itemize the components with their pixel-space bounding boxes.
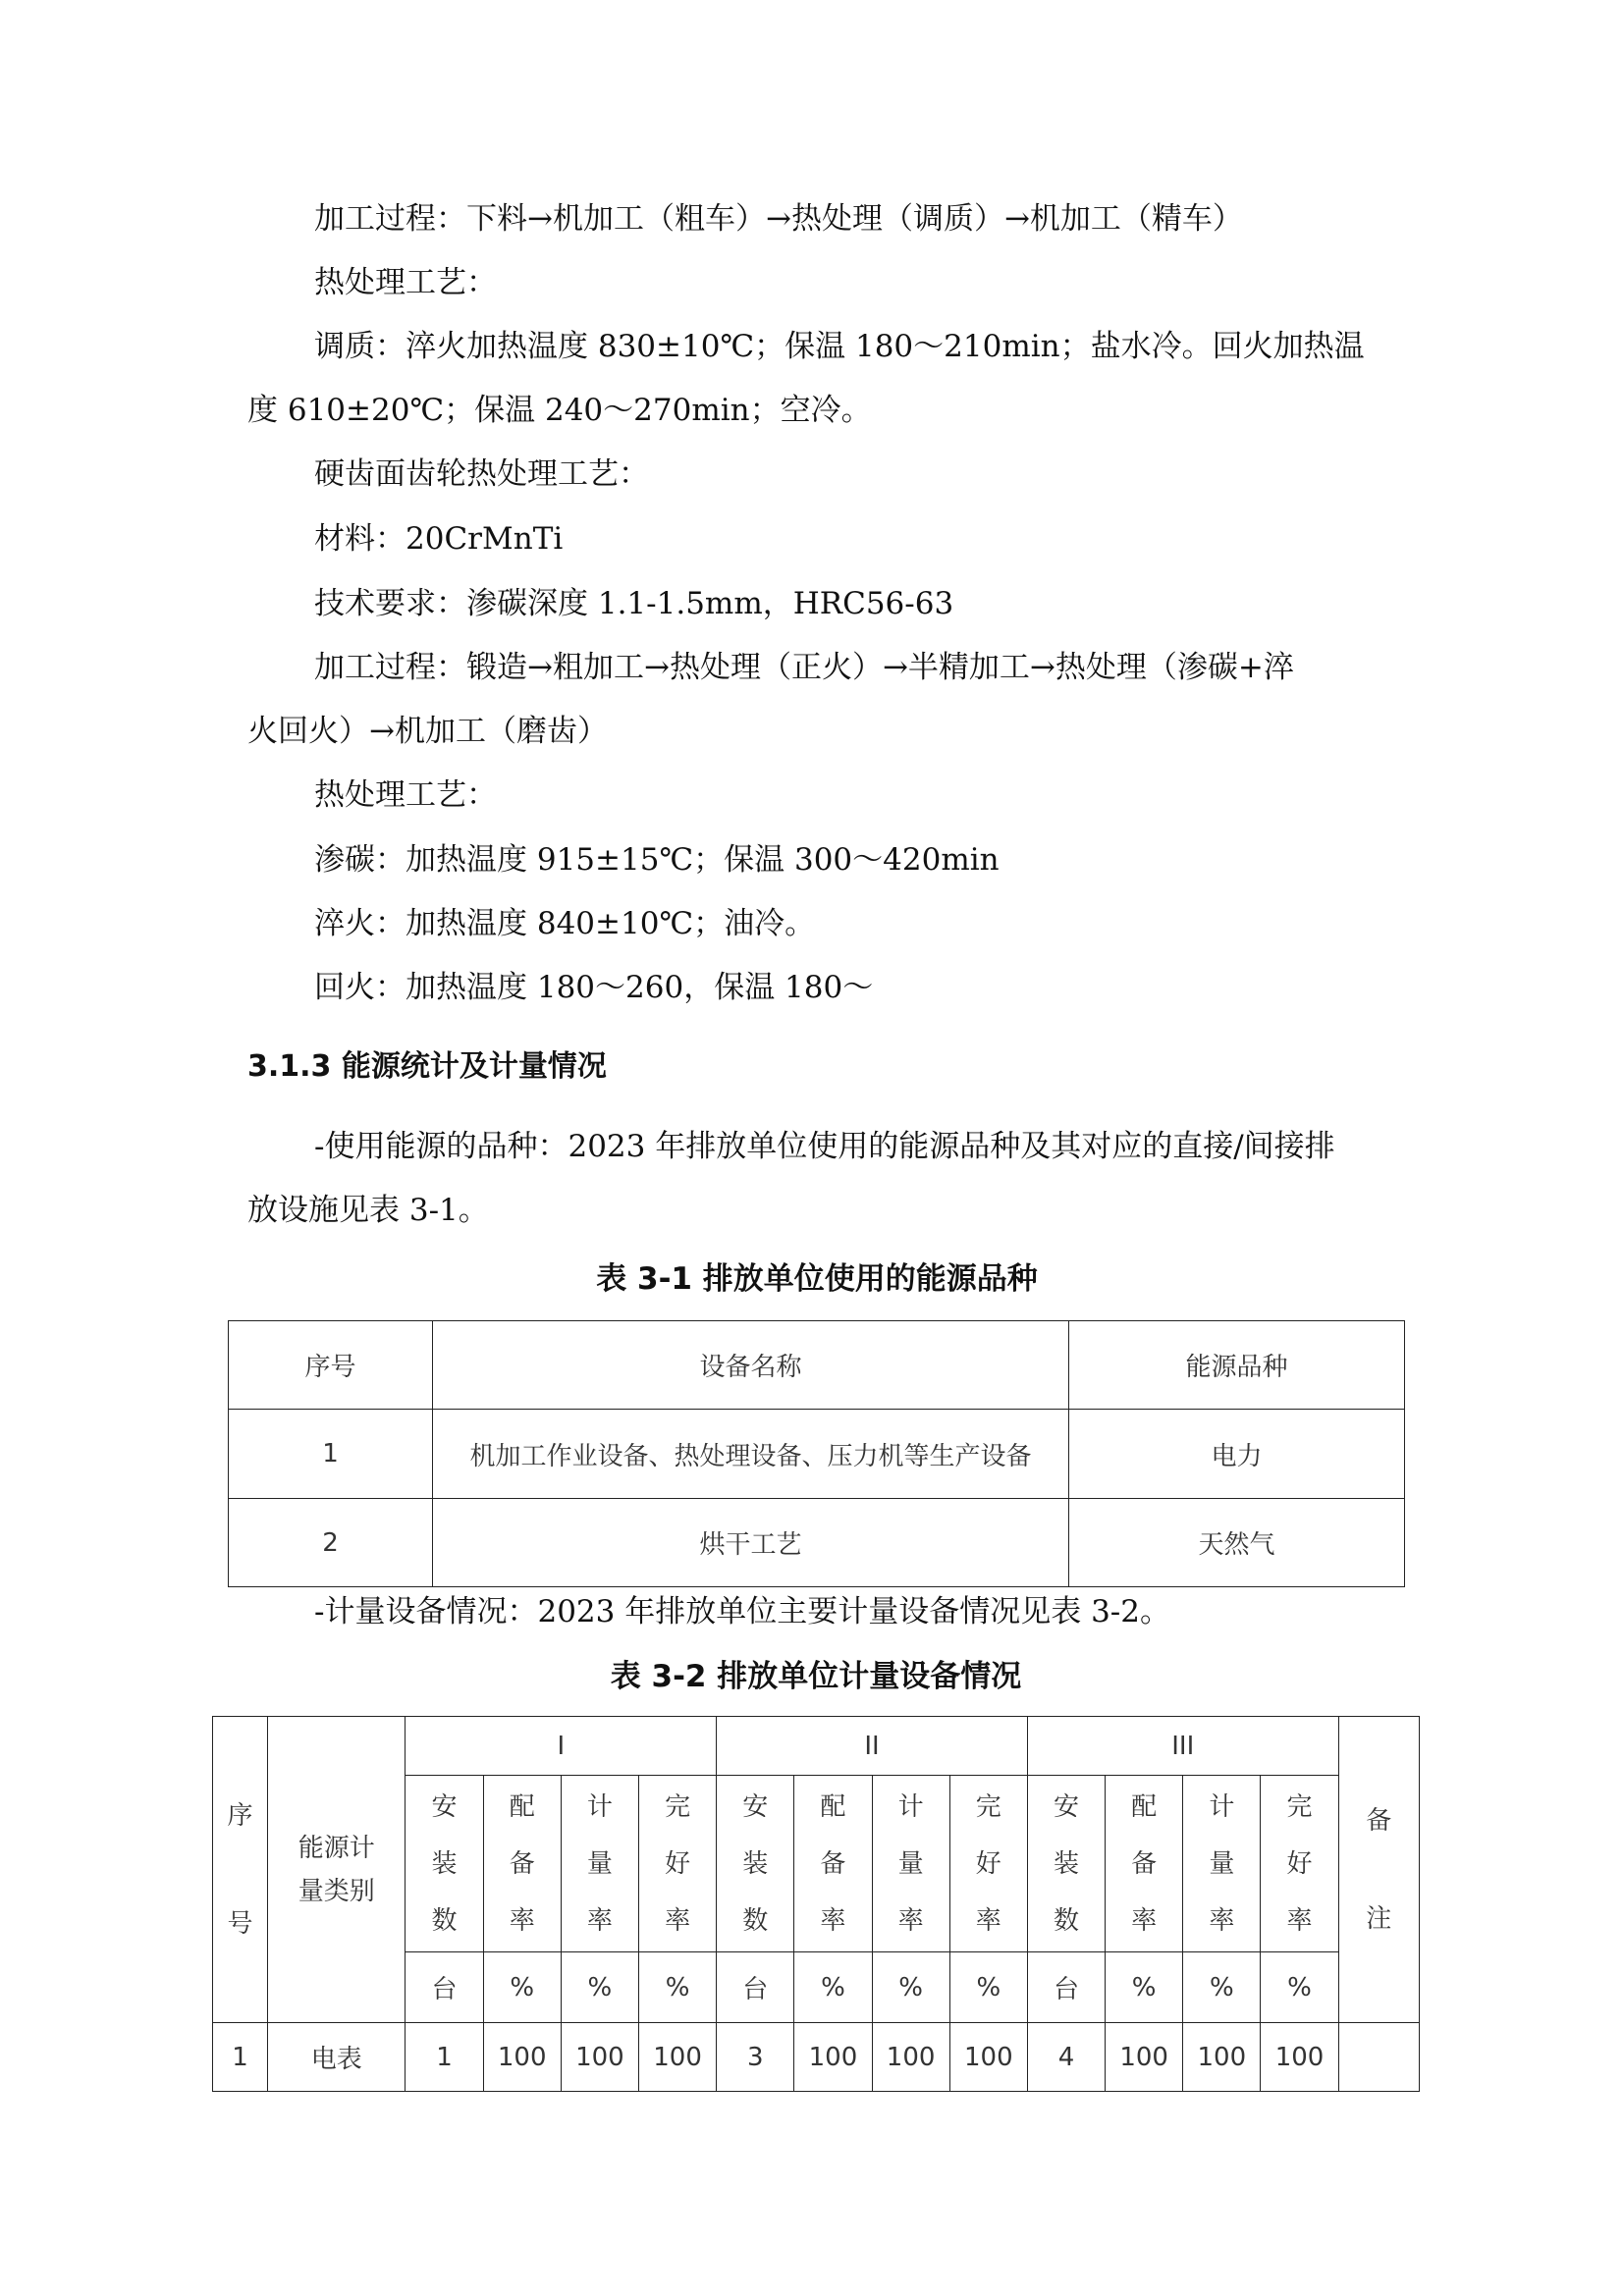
paragraph-line: 调质：淬火加热温度 830±10℃；保温 180～210min；盐水冷。回火加热温 — [314, 329, 1365, 364]
category-header-cell — [268, 1717, 406, 2023]
group-header-cell: III — [1027, 1717, 1338, 1776]
subheader-cell — [1027, 1776, 1105, 1952]
table-cell: 100 — [1261, 2023, 1338, 2092]
table-header-cell: 设备名称 — [433, 1321, 1069, 1410]
subheader-label: 完好率 — [975, 1791, 1001, 1936]
table-cell: 1 — [406, 2023, 483, 2092]
table-cell: 100 — [1106, 2023, 1183, 2092]
table-cell: 烘干工艺 — [433, 1499, 1069, 1587]
unit-cell: % — [1261, 1952, 1338, 2023]
unit-cell: % — [794, 1952, 872, 2023]
subheader-cell — [949, 1776, 1027, 1952]
unit-cell: % — [1183, 1952, 1261, 2023]
table-cell: 100 — [794, 2023, 872, 2092]
energy-paragraph-line: -使用能源的品种：2023 年排放单位使用的能源品种及其对应的直接/间接排 — [314, 1129, 1335, 1164]
paragraph-line: 加工过程：下料→机加工（粗车）→热处理（调质）→机加工（精车） — [314, 201, 1243, 237]
subheader-cell — [561, 1776, 638, 1952]
table-cell: 机加工作业设备、热处理设备、压力机等生产设备 — [433, 1410, 1069, 1499]
group-header-cell: II — [717, 1717, 1028, 1776]
paragraph-line: 度 610±20℃；保温 240～270min；空冷。 — [247, 393, 872, 428]
paragraph-line: 加工过程：锻造→粗加工→热处理（正火）→半精加工→热处理（渗碳+淬 — [314, 650, 1294, 685]
category-header-label: 能源计量类别 — [298, 1833, 375, 1906]
subheader-label: 安装数 — [431, 1791, 458, 1936]
table-cell: 1 — [213, 2023, 268, 2092]
unit-cell: % — [561, 1952, 638, 2023]
table-cell: 4 — [1027, 2023, 1105, 2092]
table-cell: 100 — [561, 2023, 638, 2092]
subheader-label: 完好率 — [665, 1791, 691, 1936]
table-group-header-row — [213, 1717, 1420, 1776]
subheader-cell — [1106, 1776, 1183, 1952]
table-cell: 100 — [872, 2023, 949, 2092]
remark-header-label: 备注 — [1366, 1805, 1392, 1934]
metering-paragraph: -计量设备情况：2023 年排放单位主要计量设备情况见表 3-2。 — [314, 1594, 1170, 1629]
paragraph-line: 淬火：加热温度 840±10℃；油冷。 — [314, 906, 816, 941]
seq-header-label: 序号 — [227, 1800, 253, 1939]
subheader-label: 配备率 — [1131, 1791, 1158, 1936]
subheader-cell — [483, 1776, 561, 1952]
unit-cell: % — [949, 1952, 1027, 2023]
table-cell: 天然气 — [1069, 1499, 1405, 1587]
energy-types-table — [228, 1320, 1405, 1587]
table-cell: 100 — [949, 2023, 1027, 2092]
unit-cell: % — [483, 1952, 561, 2023]
subheader-label: 计量率 — [897, 1791, 924, 1936]
table1-caption: 表 3-1 排放单位使用的能源品种 — [596, 1261, 1038, 1297]
table2-caption: 表 3-2 排放单位计量设备情况 — [610, 1659, 1022, 1694]
table-row — [229, 1499, 1405, 1587]
table-row — [229, 1410, 1405, 1499]
unit-cell: 台 — [1027, 1952, 1105, 2023]
table-cell: 100 — [638, 2023, 716, 2092]
table-cell: 2 — [229, 1499, 433, 1587]
group-header-cell: I — [406, 1717, 717, 1776]
table-cell: 1 — [229, 1410, 433, 1499]
table-cell: 电力 — [1069, 1410, 1405, 1499]
subheader-label: 配备率 — [509, 1791, 535, 1936]
table-cell: 100 — [1183, 2023, 1261, 2092]
subheader-cell — [406, 1776, 483, 1952]
subheader-label: 安装数 — [1053, 1791, 1079, 1936]
table-header-row — [229, 1321, 1405, 1410]
remark-header-cell — [1338, 1717, 1419, 2023]
paragraph-line: 火回火）→机加工（磨齿） — [247, 714, 608, 749]
table-row — [213, 2023, 1420, 2092]
section-heading: 3.1.3 能源统计及计量情况 — [247, 1049, 607, 1084]
subheader-label: 完好率 — [1286, 1791, 1313, 1936]
subheader-cell — [872, 1776, 949, 1952]
energy-paragraph-line: 放设施见表 3-1。 — [247, 1193, 489, 1228]
paragraph-line: 渗碳：加热温度 915±15℃；保温 300～420min — [314, 842, 1000, 878]
table-cell: 电表 — [268, 2023, 406, 2092]
subheader-label: 计量率 — [1209, 1791, 1235, 1936]
subheader-cell — [717, 1776, 794, 1952]
paragraph-line: 回火：加热温度 180～260，保温 180～ — [314, 970, 874, 1005]
subheader-cell — [1183, 1776, 1261, 1952]
subheader-label: 配备率 — [820, 1791, 846, 1936]
paragraph-line: 硬齿面齿轮热处理工艺： — [314, 456, 649, 492]
seq-header-cell — [213, 1717, 268, 2023]
table-cell — [1338, 2023, 1419, 2092]
unit-cell: 台 — [717, 1952, 794, 2023]
unit-cell: % — [872, 1952, 949, 2023]
table-cell: 100 — [483, 2023, 561, 2092]
paragraph-line: 热处理工艺： — [314, 777, 497, 813]
subheader-cell — [1261, 1776, 1338, 1952]
table-header-cell: 能源品种 — [1069, 1321, 1405, 1410]
subheader-cell — [794, 1776, 872, 1952]
unit-cell: % — [638, 1952, 716, 2023]
table-header-cell: 序号 — [229, 1321, 433, 1410]
unit-cell: % — [1106, 1952, 1183, 2023]
paragraph-line: 热处理工艺： — [314, 265, 497, 300]
subheader-label: 安装数 — [742, 1791, 769, 1936]
paragraph-line: 材料：20CrMnTi — [314, 521, 564, 557]
unit-cell: 台 — [406, 1952, 483, 2023]
table-cell: 3 — [717, 2023, 794, 2092]
metering-equipment-table — [212, 1716, 1420, 2092]
paragraph-line: 技术要求：渗碳深度 1.1-1.5mm，HRC56-63 — [314, 586, 954, 621]
subheader-cell — [638, 1776, 716, 1952]
subheader-label: 计量率 — [586, 1791, 613, 1936]
